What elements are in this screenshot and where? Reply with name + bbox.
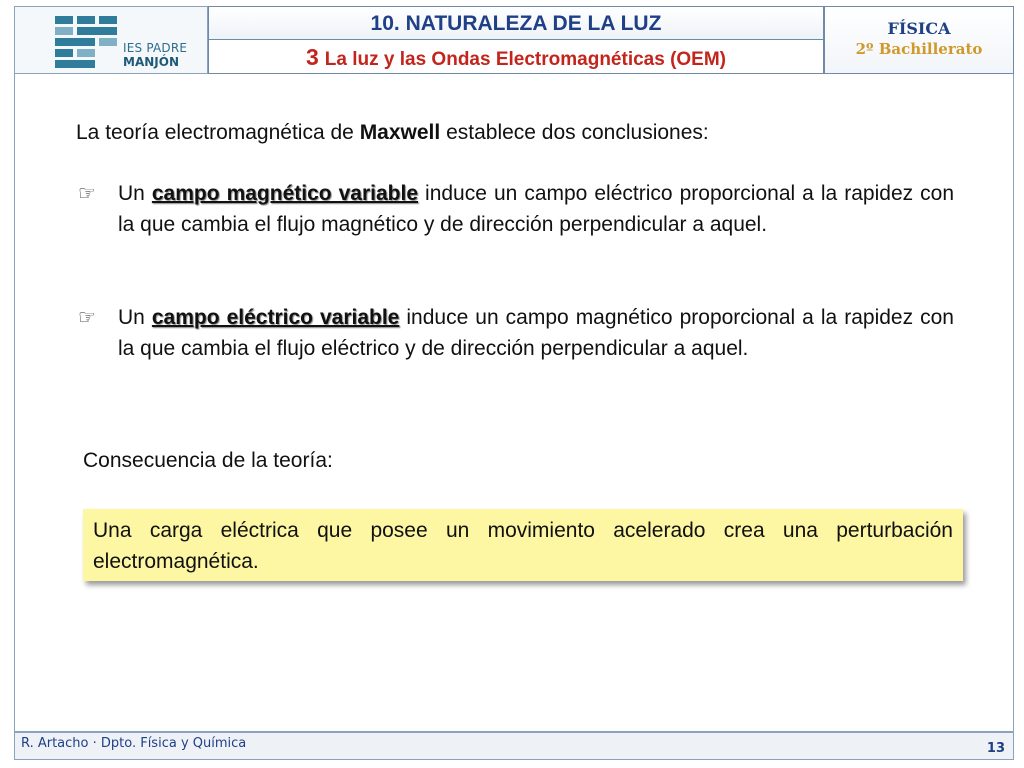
bullet-1-text: induce un campo eléctrico proporcional a la rapidez con la que cambia el flujo magnético y de dirección perpendicular a aquel.: [118, 182, 954, 236]
section-number: 3: [305, 44, 319, 70]
school-logo: [14, 6, 208, 74]
content-frame: [14, 74, 1014, 732]
intro-bold-maxwell: Maxwell: [359, 121, 441, 144]
unit-title: 10. NATURALEZA DE LA LUZ: [209, 7, 823, 40]
logo-text: [123, 41, 187, 69]
logo-line2: MANJÓN: [123, 55, 179, 69]
intro-paragraph: [76, 121, 976, 145]
intro-text-after: establece dos conclusiones:: [440, 121, 709, 144]
title-box: [208, 6, 824, 74]
section-subtitle: La luz y las Ondas Electromagnéticas (OEM): [324, 49, 727, 70]
page-number: 13: [986, 741, 1005, 756]
logo-grid-icon: [55, 16, 117, 68]
intro-text-before: La teoría electromagnética de: [76, 121, 360, 144]
course-level: 2º Bachillerato: [855, 40, 983, 58]
bullet-1-emphasis: campo magnético variable: [151, 182, 419, 205]
bullet-2-emphasis: campo eléctrico variable: [151, 306, 400, 329]
logo-line1: IES PADRE: [123, 41, 188, 55]
bullet-2-prefix: Un: [118, 306, 152, 329]
subject-box: [824, 6, 1014, 74]
consequence-highlight-box: Una carga eléctrica que posee un movimiento acelerado crea una perturbación electromagnética.: [83, 509, 963, 581]
pointing-hand-icon: ☞: [78, 305, 96, 329]
consequence-label: Consecuencia de la teoría:: [83, 449, 333, 472]
subject-name: FÍSICA: [887, 19, 951, 38]
bullet-2-text: induce un campo magnético proporcional a la rapidez con la que cambia el flujo eléctrico y de dirección perpendicular a aquel.: [118, 306, 954, 360]
section-title: [209, 40, 823, 74]
footer: [14, 732, 1014, 760]
bullet-1-prefix: Un: [118, 182, 152, 205]
pointing-hand-icon: ☞: [78, 181, 96, 205]
footer-author: R. Artacho · Dpto. Física y Química: [21, 736, 247, 751]
bullet-item-2: [78, 302, 954, 364]
bullet-item-1: [78, 178, 954, 240]
